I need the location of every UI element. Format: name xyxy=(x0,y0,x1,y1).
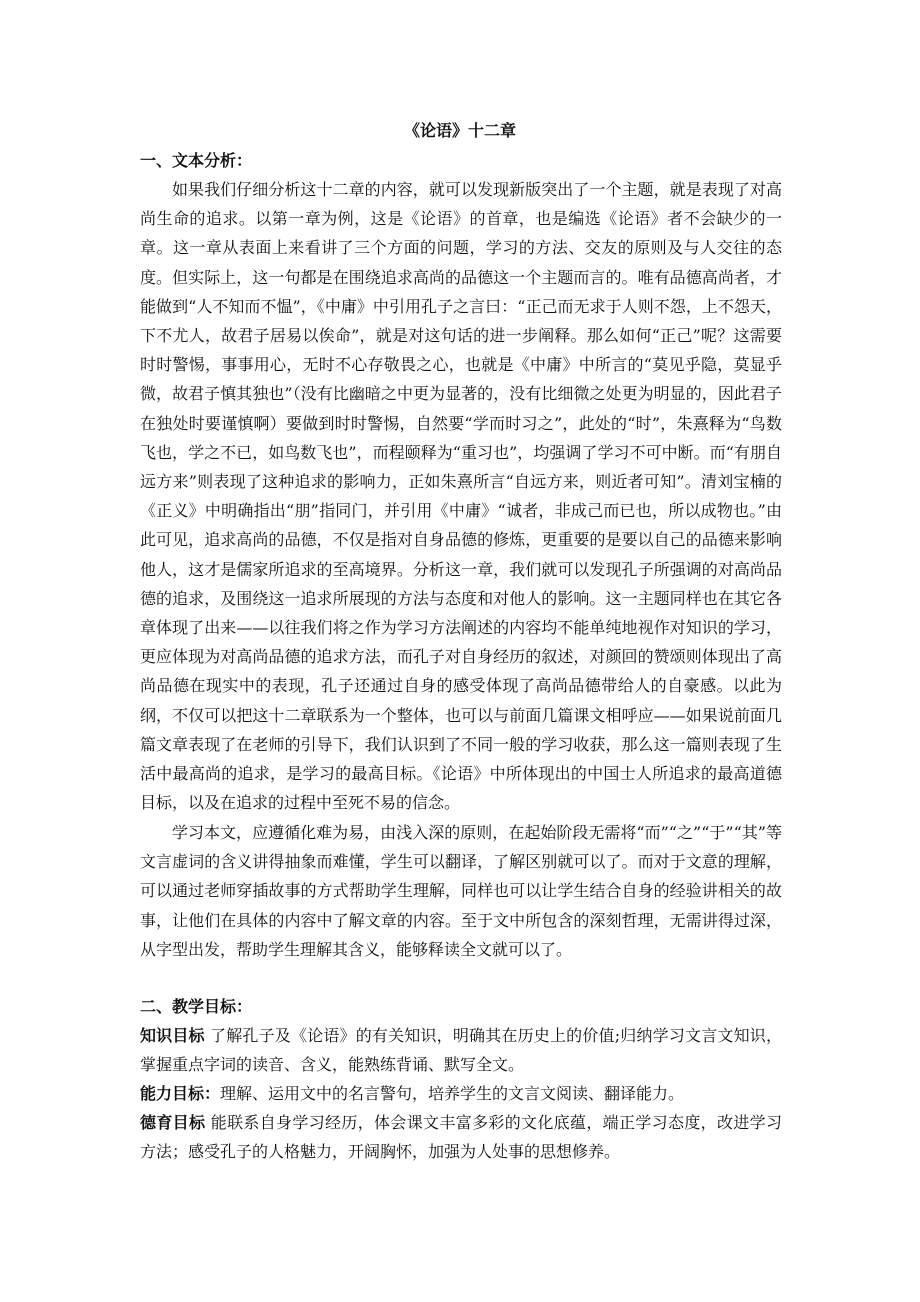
section-heading-teaching-goals: 二、教学目标： xyxy=(140,997,253,1016)
ability-goal-text: 理解、运用文中的名言警句，培养学生的文言文阅读、翻译能力。 xyxy=(220,1084,685,1103)
ability-goal-label: 能力目标： xyxy=(140,1084,221,1103)
knowledge-goal-text: 了解孔子及《论语》的有关知识，明确其在历史上的价值;归纳学习文言文知识，掌握重点字词的读音、含义，能熟练背诵、默写全文。 xyxy=(140,1026,782,1075)
section-heading-text-analysis: 一、文本分析： xyxy=(140,151,253,170)
moral-goal xyxy=(140,1108,782,1166)
moral-goal-text: 能联系自身学习经历，体会课文丰富多彩的文化底蕴，端正学习态度，改进学习方法；感受孔子的人格魅力，开阔胸怀，加强为人处事的思想修养。 xyxy=(140,1113,782,1162)
document-title: 《论语》十二章 xyxy=(403,121,516,140)
analysis-paragraph-1: 如果我们仔细分析这十二章的内容，就可以发现新版突出了一个主题，就是表现了对高尚生命的追求。以第一章为例，这是《论语》的首章，也是编选《论语》者不会缺少的一章。这一章从表面上来看讲了三个方面的问题，学习的方法、交友的原则及与人交往的态度。但实际上，这一句都是在围绕追求高尚的品德这一个主题而言的。唯有品德高尚者，才能做到“人不知而不愠”，《中庸》中引用孔子之言曰：“正己而无求于人则不怨，上不怨天，下不尤人，故君子居易以俟命”，就是对这句话的进一步阐释。那么如何“正己”呢？这需要时时警惕，事事用心，无时不心存敬畏之心，也就是《中庸》中所言的“莫见乎隐，莫显乎微，故君子慎其独也”（没有比幽暗之中更为显著的，没有比细微之处更为明显的，因此君子在独处时要谨慎啊）要做到时时警惕，自然要“学而时习之”，此处的“时”，朱熹释为“鸟数飞也，学之不已，如鸟数飞也”，而程颐释为“重习也”，均强调了学习不可中断。而“有朋自远方来”则表现了这种追求的影响力，正如朱熹所言“自远方来，则近者可知”。清刘宝楠的《正义》中明确指出“朋”指同门，并引用《中庸》“诚者，非成己而已也，所以成物也。”由此可见，追求高尚的品德，不仅是指对自身品德的修炼，更重要的是要以自己的品德来影响他人，这才是儒家所追求的至高境界。分析这一章，我们就可以发现孔子所强调的对高尚品德的追求，及围绕这一追求所展现的方法与态度和对他人的影响。这一主题同样也在其它各章体现了出来——以往我们将之作为学习方法阐述的内容均不能单纯地视作对知识的学习，更应体现为对高尚品德的追求方法，而孔子对自身经历的叙述，对颜回的赞颂则体现出了高尚品德在现实中的表现，孔子还通过自身的感受体现了高尚品德带给人的自豪感。以此为纲，不仅可以把这十二章联系为一个整体，也可以与前面几篇课文相呼应——如果说前面几篇文章表现了在老师的引导下，我们认识到了不同一般的学习收获，那么这一篇则表现了生活中最高尚的追求，是学习的最高目标。《论语》中所体现出的中国士人所追求的最高道德目标，以及在追求的过程中至死不易的信念。 xyxy=(140,180,782,813)
ability-goal xyxy=(140,1079,782,1108)
analysis-paragraph-2: 学习本文，应遵循化难为易，由浅入深的原则，在起始阶段无需将“而”“之”“于”“其”等文言虚词的含义讲得抽象而难懂，学生可以翻译，了解区别就可以了。而对于文意的理解，可以通过老师穿插故事的方式帮助学生理解，同样也可以让学生结合自身的经验讲相关的故事，让他们在具体的内容中了解文章的内容。至于文中所包含的深刻哲理，无需讲得过深，从字型出发，帮助学生理解其含义，能够释读全文就可以了。 xyxy=(140,823,782,959)
moral-goal-label: 德育目标 xyxy=(140,1113,206,1132)
knowledge-goal-label: 知识目标 xyxy=(140,1026,205,1045)
knowledge-goal xyxy=(140,1021,782,1079)
